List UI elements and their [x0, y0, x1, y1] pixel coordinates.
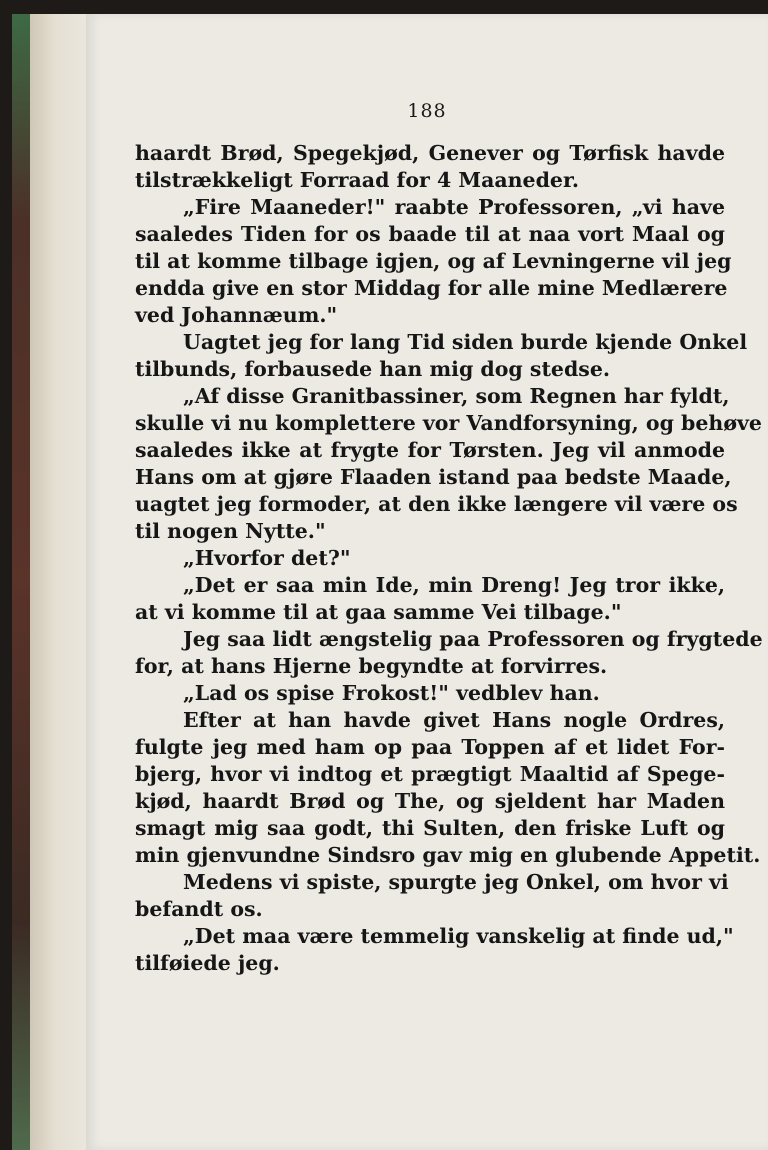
text-line: tilføiede jeg.	[135, 951, 280, 975]
body-text	[135, 140, 763, 977]
text-line: „Lad os spise Frokost!" vedblev han.	[183, 681, 600, 705]
page-gutter	[30, 14, 92, 1150]
text-line: for, at hans Hjerne begyndte at forvirres.	[135, 654, 608, 678]
text-line: bjerg, hvor vi indtog et prægtigt Maaltid af Spege-	[135, 762, 725, 786]
text-line: tilbunds, forbausede han mig dog stedse.	[135, 357, 611, 381]
text-line: haardt Brød, Spegekjød, Genever og Tørfisk havde	[135, 141, 725, 165]
text-line: Uagtet jeg for lang Tid siden burde kjende Onkel	[183, 330, 748, 354]
text-line: til nogen Nytte."	[135, 519, 326, 543]
text-line: Efter at han havde givet Hans nogle Ordres,	[183, 708, 725, 732]
text-line: saaledes Tiden for os baade til at naa vort Maal og	[135, 222, 725, 246]
text-line: til at komme tilbage igjen, og af Levningerne vil jeg	[135, 249, 732, 273]
text-line: saaledes ikke at frygte for Tørsten. Jeg vil anmode	[135, 438, 725, 462]
text-line: min gjenvundne Sindsro gav mig en glubende Appetit.	[135, 843, 761, 867]
text-line: Medens vi spiste, spurgte jeg Onkel, om hvor vi	[183, 870, 729, 894]
text-line: skulle vi nu komplettere vor Vandforsyning, og behøve	[135, 411, 762, 435]
page-number: 188	[407, 100, 447, 122]
text-line: ved Johannæum."	[135, 303, 338, 327]
text-line: endda give en stor Middag for alle mine Medlærere	[135, 276, 728, 300]
text-line: uagtet jeg formoder, at den ikke længere vil være os	[135, 492, 738, 516]
text-line: smagt mig saa godt, thi Sulten, den friske Luft og	[135, 816, 725, 840]
text-line: Jeg saa lidt ængstelig paa Professoren og frygtede	[183, 627, 763, 651]
text-line: tilstrækkeligt Forraad for 4 Maaneder.	[135, 168, 580, 192]
text-line: „Det er saa min Ide, min Dreng! Jeg tror ikke,	[183, 573, 725, 597]
text-line: „Det maa være temmelig vanskelig at finde ud,"	[183, 924, 734, 948]
text-line: „Af disse Granitbassiner, som Regnen har fyldt,	[183, 384, 730, 408]
text-line: kjød, haardt Brød og The, og sjeldent har Maden	[135, 789, 725, 813]
text-line: at vi komme til at gaa samme Vei tilbage."	[135, 600, 622, 624]
text-line: fulgte jeg med ham op paa Toppen af et lidet For-	[135, 735, 725, 759]
text-line: Hans om at gjøre Flaaden istand paa bedste Maade,	[135, 465, 732, 489]
text-line: „Hvorfor det?"	[183, 546, 351, 570]
text-line: befandt os.	[135, 897, 263, 921]
text-line: „Fire Maaneder!" raabte Professoren, „vi have	[183, 195, 725, 219]
